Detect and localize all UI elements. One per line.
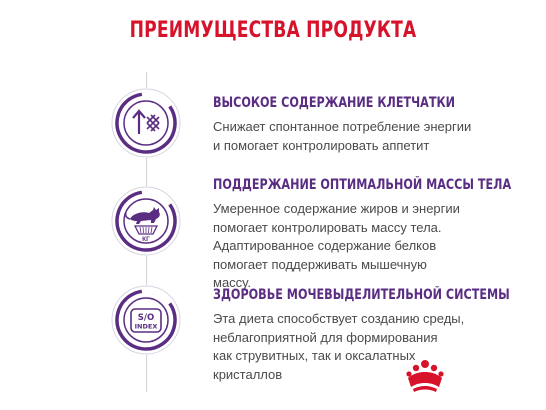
benefit-title: ЗДОРОВЬЕ МОЧЕВЫДЕЛИТЕЛЬНОЙ СИСТЕМЫ bbox=[213, 287, 510, 303]
cat-weight-icon bbox=[111, 186, 181, 256]
benefit-line: Умеренное содержание жиров и энергии bbox=[213, 201, 460, 216]
page-title: ПРЕИМУЩЕСТВА ПРОДУКТА bbox=[129, 18, 417, 43]
benefit-line: и помогает контролировать аппетит bbox=[213, 137, 430, 153]
benefit-line: как струвитных, так и оксалатных bbox=[213, 348, 416, 363]
benefit-description bbox=[213, 200, 513, 293]
benefit-description bbox=[213, 310, 513, 384]
benefit-urinary bbox=[213, 286, 513, 384]
benefit-line: Адаптированное содержание белков bbox=[213, 238, 437, 253]
benefit-line: Эта диета способствует созданию среды, bbox=[213, 311, 465, 326]
benefit-weight bbox=[213, 176, 513, 293]
benefit-title: ПОДДЕРЖАНИЕ ОПТИМАЛЬНОЙ МАССЫ ТЕЛА bbox=[213, 177, 512, 193]
so-label: S/O bbox=[137, 313, 155, 323]
so-index-icon bbox=[111, 285, 181, 355]
benefit-description bbox=[213, 118, 513, 155]
weight-unit-label: КГ bbox=[142, 236, 150, 243]
benefit-fiber bbox=[213, 94, 513, 155]
benefit-line: неблагоприятной для формирования bbox=[213, 329, 438, 345]
benefit-line: Снижает спонтанное потребление энергии bbox=[213, 119, 472, 134]
fiber-arrows-icon bbox=[111, 88, 181, 158]
benefit-title: ВЫСОКОЕ СОДЕРЖАНИЕ КЛЕТЧАТКИ bbox=[213, 95, 455, 111]
benefit-line: помогает поддерживать мышечную bbox=[213, 256, 427, 272]
index-label: INDEX bbox=[134, 322, 158, 331]
benefit-line: кристаллов bbox=[213, 366, 283, 382]
benefit-line: массу. bbox=[213, 275, 251, 290]
benefit-line: помогает контролировать массу тела. bbox=[213, 219, 442, 235]
royal-crown-logo bbox=[404, 357, 446, 397]
